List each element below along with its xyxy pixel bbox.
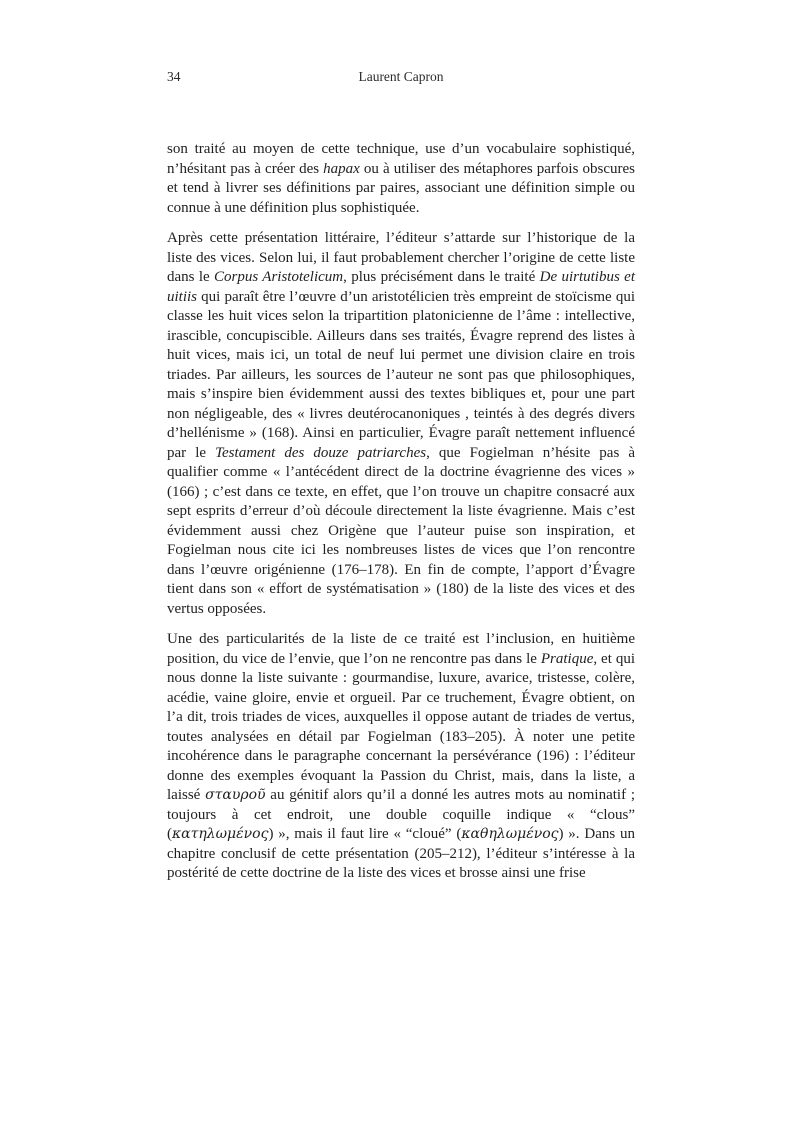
text-run: , plus précisément dans le traité [343, 269, 540, 285]
text-run: Après cette présentation littéraire, l’éditeur s’attarde sur l’historique de la liste des vices. Selon lui, il faut probablement chercher l’origine de cette liste dans le [167, 230, 635, 285]
italic-term: De uirtutibus et uitiis [167, 269, 635, 305]
greek-term: καθηλωμένος [461, 826, 559, 842]
italic-term: Testament des douze patriarches [215, 444, 427, 461]
body-text [167, 140, 635, 884]
greek-term: σταυροῦ [205, 787, 266, 803]
italic-term: Pratique [540, 650, 594, 667]
text-run: , et qui nous donne la liste suivante : gourmandise, luxure, avarice, tristesse, colère, acédie, vaine gloire, envie et orgueil. Par ce truchement, Évagre obtient, on l’a dit, trois triades de vices, auxquelles il oppose autant de triades de vertus, toutes analysées en détail par Fogielman (183–205). À noter une petite incohérence dans le paragraphe concernant la persévérance (196) : l’éditeur donne des exemples évoquant la Passion du Christ, mais, dans la liste, a laissé [167, 650, 635, 803]
text-run: ) ». Dans un chapitre conclusif de cette présentation (205–212), l’éditeur s’intéresse à la postérité de cette doctrine de la liste des vices et brosse ainsi une frise [167, 826, 635, 881]
page-number: 34 [167, 69, 181, 84]
text-run: au génitif alors qu’il a donné les autres mots au nominatif ; toujours à cet endroit, une double coquille indique « “clous” ( [167, 787, 636, 842]
italic-term: hapax [323, 160, 360, 177]
greek-term: κατηλωμένος [172, 826, 269, 842]
paragraph-1 [167, 140, 635, 218]
paragraph-3 [167, 630, 635, 884]
paragraph-2 [167, 229, 635, 619]
italic-term: Corpus Aristotelicum [214, 269, 344, 285]
text-run: son traité au moyen de cette technique, use d’un vocabulaire sophistiqué, n’hésitant pas à créer des [167, 141, 635, 177]
text-run: qui paraît être l’œuvre d’un aristotélicien très empreint de stoïcisme qui classe les huit vices selon la tripartition platonicienne de l’âme : intellective, irascible, concupiscible. Ailleurs dans ses traités, Évagre reprend des listes à huit vices, mais ici, un total de neuf lui permet une division claire en trois triades. Par ailleurs, les sources de l’auteur ne sont pas que philosophiques, mais s’inspire bien évidemment aussi des textes bibliques et, pour une part non négligeable, des « livres deutérocanoniques , teintés à des degrés divers d’hellénisme » (168). Ainsi en particulier, Évagre paraît nettement influencé par le [167, 288, 635, 461]
page-header [167, 69, 635, 87]
text-run: , que Fogielman n’hésite pas à qualifier comme « l’antécédent direct de la doctrine évagrienne des vices » (166) ; c’est dans ce texte, en effet, que l’on trouve un chapitre consacré aux sept esprits d’erreur d’où découle directement la liste évagrienne. Mais c’est évidemment aussi chez Origène que l’auteur puise son inspiration, et Fogielman nous cite ici les nombreuses listes de vices que l’on rencontre dans l’œuvre origénienne (176–178). En fin de compte, l’apport d’Évagre tient dans son « effort de systématisation » (180) de la liste des vices et des vertus opposées. [167, 444, 635, 617]
text-run: ) », mais il faut lire « “cloué” ( [268, 826, 462, 842]
text-run: ou à utiliser des métaphores parfois obscures et tend à livrer ses définitions par paires, associant une définition simple ou connue à une définition plus sophistiquée. [167, 160, 636, 216]
running-header: Laurent Capron [358, 69, 444, 84]
text-run: Une des particularités de la liste de ce traité est l’inclusion, en huitième position, du vice de l’envie, que l’on ne rencontre pas dans le [167, 631, 635, 667]
